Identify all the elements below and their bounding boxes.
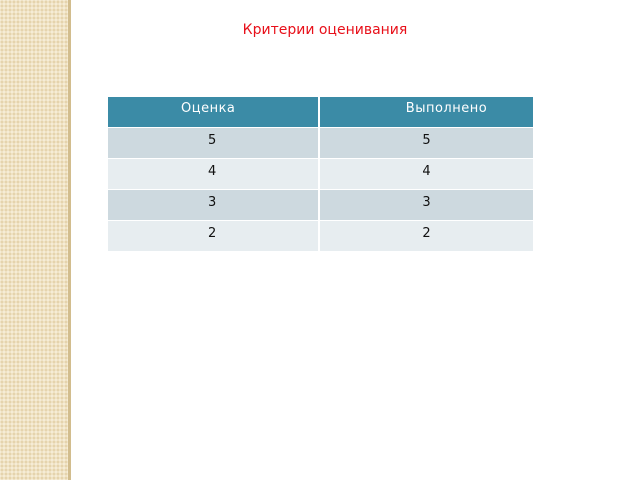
header-completed: Выполнено bbox=[319, 97, 533, 128]
completed-cell: 4 bbox=[319, 159, 533, 190]
decorative-left-strip bbox=[0, 0, 68, 480]
grade-cell: 5 bbox=[108, 128, 319, 159]
table-header-row bbox=[108, 97, 533, 128]
header-grade: Оценка bbox=[108, 97, 319, 128]
grade-cell: 3 bbox=[108, 190, 319, 221]
completed-cell: 3 bbox=[319, 190, 533, 221]
table-row bbox=[108, 190, 533, 221]
table-row bbox=[108, 159, 533, 190]
table-row bbox=[108, 221, 533, 252]
completed-cell: 5 bbox=[319, 128, 533, 159]
grade-cell: 2 bbox=[108, 221, 319, 252]
completed-cell: 2 bbox=[319, 221, 533, 252]
grade-cell: 4 bbox=[108, 159, 319, 190]
criteria-table bbox=[108, 97, 533, 252]
table-row bbox=[108, 128, 533, 159]
decorative-strip-border bbox=[68, 0, 71, 480]
slide-title: Критерии оценивания bbox=[242, 22, 408, 38]
